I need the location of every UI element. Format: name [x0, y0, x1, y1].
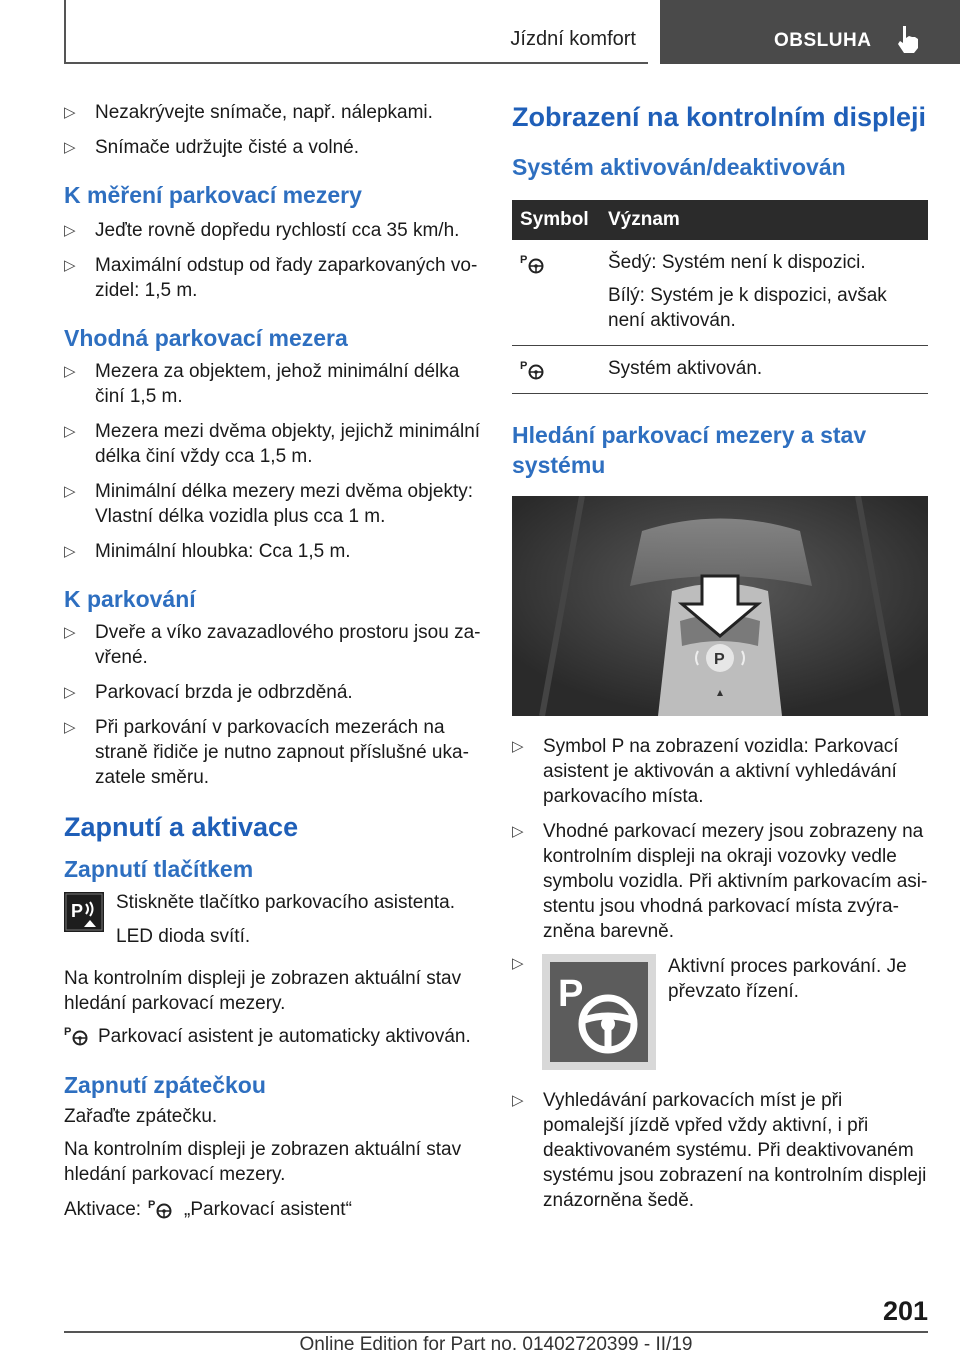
- display-status-text: Na kontrolním displeji je zobrazen aktuální stav hledání parkovací mezery.: [64, 968, 462, 1014]
- heading-switch-on: Zapnutí a aktivace: [64, 812, 299, 842]
- list-item: ▷ Mezera za objektem, jehož minimální délka činí 1,5 m.: [64, 361, 460, 407]
- list-item: ▷ Vyhledávání parkovacích míst je při pomalejší jízdě vpřed vždy aktivní, i při deaktivovaném systému. Při deaktivovaném systému jsou zobrazení na kontrolním displeji znázorněna šedě.: [512, 1090, 927, 1211]
- list-item: ▷ Minimální hloubka: Cca 1,5 m.: [64, 541, 351, 562]
- row1-line1: Šedý: Systém není k dispozici.: [608, 252, 866, 273]
- heading-reverse: Zapnutí zpátečkou: [64, 1072, 266, 1098]
- active-parking-icon: [542, 954, 656, 1070]
- table-row: [512, 346, 928, 394]
- park-assist-icon: [64, 1024, 90, 1046]
- park-assist-grey-icon: [520, 252, 546, 274]
- list-item: ▷ Mezera mezi dvěma objekty, jejichž minimální délka činí vždy cca 1,5 m.: [64, 421, 481, 467]
- heading-measure: K měření parkovací mezery: [64, 182, 362, 208]
- parking-display-image: [512, 496, 928, 716]
- heading-display: Zobrazení na kontrolním displeji: [512, 102, 927, 132]
- list-item: [512, 954, 928, 1078]
- left-column: [64, 100, 484, 1225]
- col-symbol: Symbol: [520, 209, 589, 230]
- row1-line2: Bílý: Systém je k dispozici, avšak není aktivován.: [608, 285, 887, 331]
- footer-rule: [64, 1331, 928, 1333]
- reverse-text-2: Na kontrolním displeji je zobrazen aktuální stav hledání parkovací mezery.: [64, 1139, 462, 1185]
- edition-text: Online Edition for Part no. 01402720399 - II/19: [299, 1334, 693, 1355]
- table-row: [512, 240, 928, 346]
- bullet-triangle-icon: ▷: [64, 719, 76, 736]
- bullet-triangle-icon: ▷: [64, 139, 76, 156]
- list-item: ▷ Snímače udržujte čisté a volné.: [64, 137, 360, 158]
- chapter-tab-label: OBSLUHA: [774, 30, 872, 51]
- button-text-1: Stiskněte tlačítko parkovacího asistenta.: [116, 892, 456, 913]
- park-assist-active-icon: [520, 358, 546, 380]
- auto-activation-line: [64, 1024, 484, 1052]
- button-instruction: [64, 890, 484, 954]
- bullet-triangle-icon: ▷: [64, 222, 76, 239]
- list-item: ▷ Symbol P na zobrazení vozidla: Parkovací asistent je aktivován a aktivní vyhledávání parkovacího místa.: [512, 736, 899, 807]
- bullet-triangle-icon: ▷: [512, 823, 524, 840]
- col-meaning: Význam: [608, 209, 680, 230]
- heading-system: Systém aktivován/deaktivován: [512, 154, 846, 180]
- svg-text:P: P: [64, 1026, 72, 1038]
- bullet-triangle-icon: ▷: [512, 955, 524, 972]
- activation-line: [64, 1197, 484, 1225]
- activation-label: Aktivace:: [64, 1199, 142, 1220]
- svg-text:P: P: [558, 973, 584, 1015]
- bullet-triangle-icon: ▷: [64, 423, 76, 440]
- right-column: [512, 100, 928, 1223]
- list-item: ▷ Nezakrývejte snímače, např. nálepkami.: [64, 102, 433, 123]
- list-item: ▷ Dveře a víko zavazadlového prostoru jsou zavřené.: [64, 622, 481, 668]
- list-item: ▷ Jeďte rovně dopředu rychlostí cca 35 km/h.: [64, 220, 460, 241]
- row2-text: Systém aktivován.: [608, 358, 763, 379]
- active-parking-text: Aktivní proces parkování. Je převzato řízení.: [668, 956, 907, 1002]
- list-item: ▷ Parkovací brzda je odbrzděná.: [64, 682, 353, 703]
- park-assist-icon: [148, 1197, 174, 1219]
- svg-text:P: P: [148, 1199, 156, 1211]
- auto-activation-text: Parkovací asistent je automaticky aktivován.: [98, 1026, 471, 1047]
- activation-value: „Parkovací asistent“: [184, 1199, 352, 1220]
- list-item: ▷ Maximální odstup od řady zaparkovaných vozidel: 1,5 m.: [64, 255, 478, 301]
- bullet-triangle-icon: ▷: [64, 483, 76, 500]
- heading-search: Hledání parkovací mezery a stav systému: [512, 422, 867, 478]
- table-header: [512, 200, 928, 240]
- bullet-triangle-icon: ▷: [64, 624, 76, 641]
- list-item: ▷ Při parkování v parkovacích mezerách na straně řidiče je nutno zapnout příslušné ukazatele směru.: [64, 717, 469, 788]
- section-title: Jízdní komfort: [510, 28, 636, 50]
- park-assist-button-icon: [64, 892, 104, 932]
- svg-text:P: P: [71, 901, 84, 921]
- svg-text:P: P: [714, 651, 725, 668]
- button-text-2: LED dioda svítí.: [116, 926, 251, 947]
- header-rule-bottom: [64, 62, 648, 64]
- bullet-triangle-icon: ▷: [64, 257, 76, 274]
- heading-suitable-space: Vhodná parkovací mezera: [64, 325, 348, 351]
- bullet-triangle-icon: ▷: [512, 738, 524, 755]
- list-item: ▷ Minimální délka mezery mezi dvěma objekty: Vlastní délka vozidla plus cca 1 m.: [64, 481, 474, 527]
- reverse-text-1: Zařaďte zpátečku.: [64, 1106, 218, 1127]
- bullet-triangle-icon: ▷: [64, 543, 76, 560]
- svg-text:P: P: [520, 254, 528, 266]
- list-item: ▷ Vhodné parkovací mezery jsou zobrazeny na kontrolním displeji na okraji vozovky vedle symbolu vozidla. Při aktivním parkovacím asistentu jsou vhodná parkovací místa zvýrazněna barevně.: [512, 821, 928, 942]
- pointing-hand-icon: [894, 24, 922, 54]
- bullet-triangle-icon: ▷: [64, 363, 76, 380]
- heading-button: Zapnutí tlačítkem: [64, 856, 254, 882]
- bullet-triangle-icon: ▷: [64, 684, 76, 701]
- page-number: 201: [882, 1296, 928, 1326]
- bullet-triangle-icon: ▷: [64, 104, 76, 121]
- heading-parking: K parkování: [64, 586, 196, 612]
- chapter-tab: [660, 0, 960, 64]
- bullet-triangle-icon: ▷: [512, 1092, 524, 1109]
- svg-text:P: P: [520, 360, 528, 372]
